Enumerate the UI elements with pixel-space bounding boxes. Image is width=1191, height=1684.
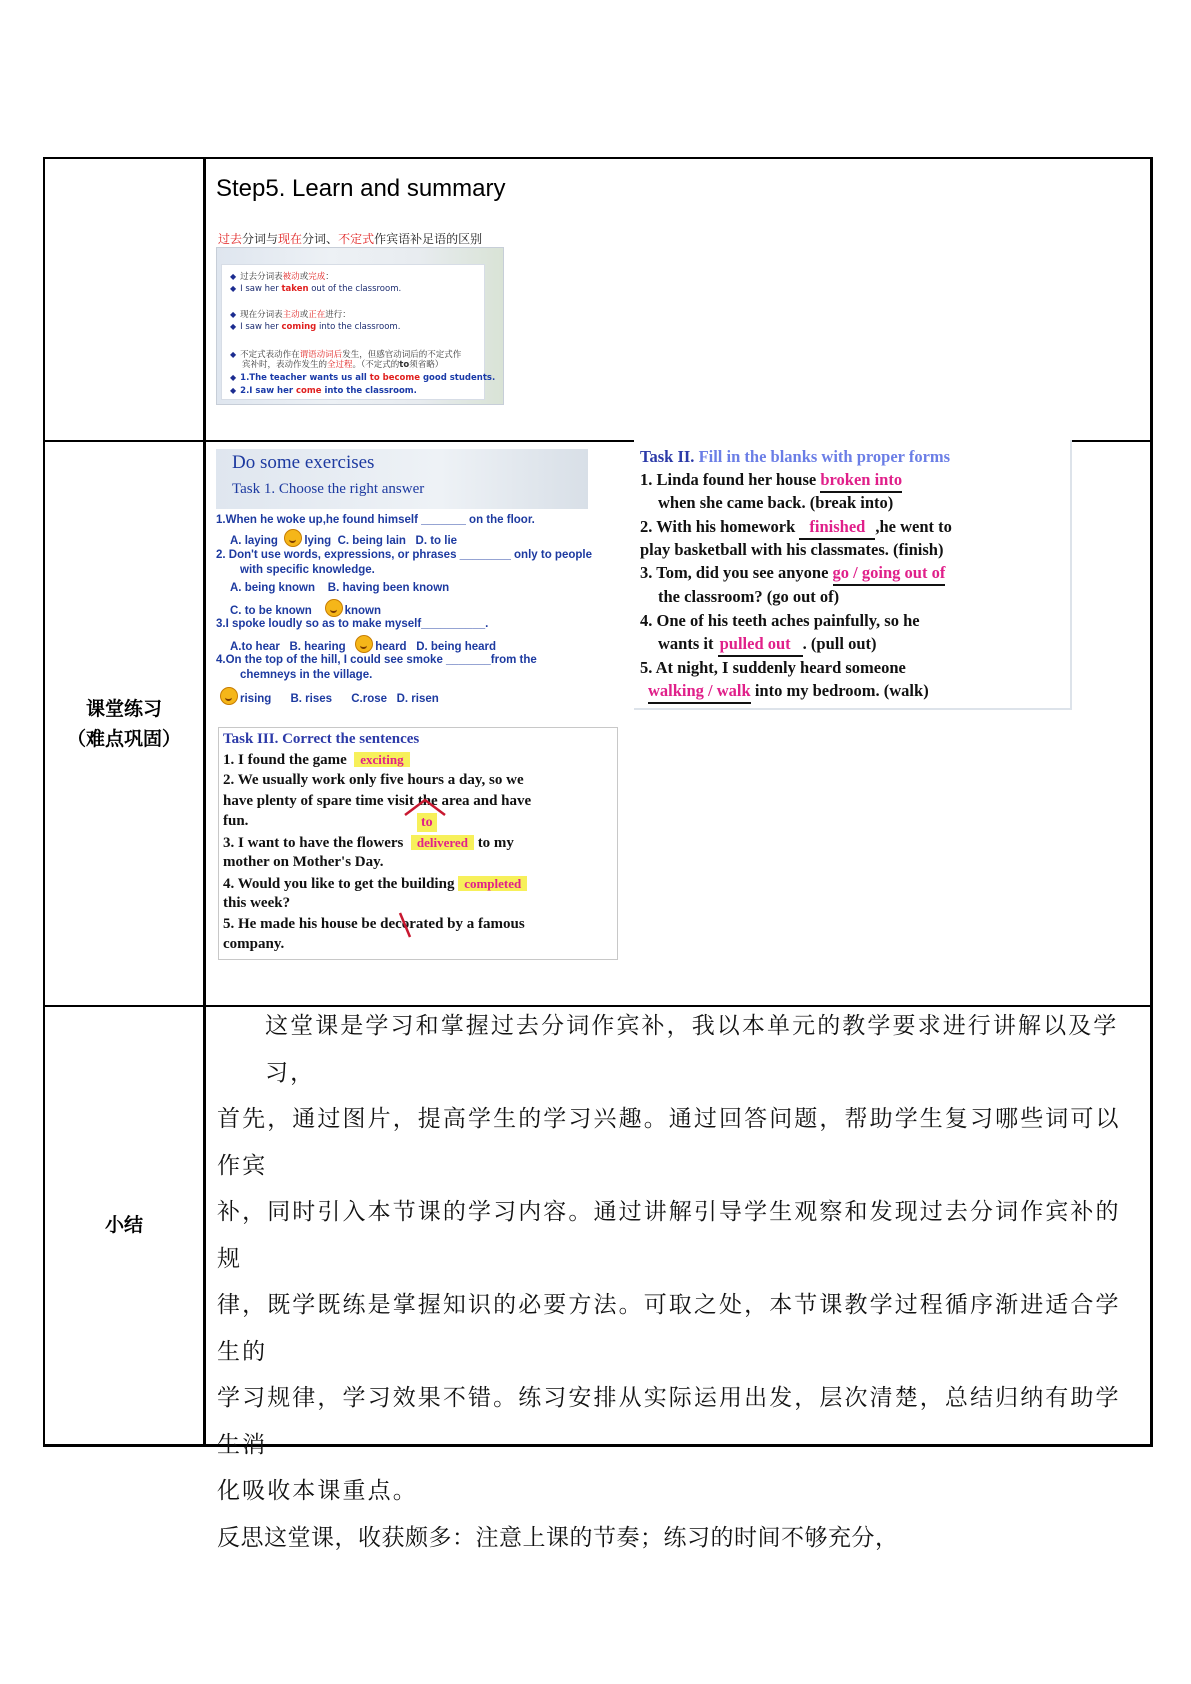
task2-line4b: wants it pulled out . (pull out) xyxy=(658,633,876,657)
summary-line-7: 反思这堂课，收获颇多：注意上课的节奏；练习的时间不够充分， xyxy=(217,1524,899,1551)
task3-line2: 2. We usually work only five hours a day, so we xyxy=(223,772,524,788)
task1-q1-options: A. laying lying C. being lain D. to lie xyxy=(230,529,457,549)
grammar-line-5: ◆ 不定式表动作在谓语动词后发生，但感官动词后的不定式作 xyxy=(230,350,462,360)
summary-line-6: 化吸收本课重点。 xyxy=(217,1478,418,1504)
task3-title: Task III. Correct the sentences xyxy=(223,731,420,747)
smiley-icon xyxy=(284,529,302,547)
grammar-line-4: ◆ I saw her coming into the classroom. xyxy=(230,322,401,332)
summary-label: 小结 xyxy=(104,1214,143,1236)
task1-q2-options1: A. being known B. having been known xyxy=(230,582,450,594)
task2-line3b: the classroom? (go out of) xyxy=(658,587,840,606)
task3-line1: 1. I found the game exciting xyxy=(223,750,410,770)
diamond-bullet-icon: ◆ xyxy=(230,350,237,359)
task2-line4: 4. One of his teeth aches painfully, so he xyxy=(640,611,920,630)
grammar-line-6: 宾补时，表动作发生的全过程。（不定式的to须省略） xyxy=(242,360,444,370)
task1-slide xyxy=(216,449,592,706)
task2-answer-1: broken into xyxy=(820,469,902,493)
task3-line9: 5. He made his house be decorated by a famous xyxy=(223,916,525,932)
smiley-icon xyxy=(325,599,343,617)
task2-line1b: when she came back. (break into) xyxy=(658,493,894,512)
task2-slide xyxy=(634,440,1072,710)
summary-line-1: 这堂课是学习和掌握过去分词作宾补，我以本单元的教学要求进行讲解以及学习， xyxy=(265,1013,1119,1086)
diamond-bullet-icon: ◆ xyxy=(230,322,237,331)
task3-answer-3: delivered xyxy=(411,835,474,850)
smiley-icon xyxy=(220,687,238,705)
diamond-bullet-icon: ◆ xyxy=(230,284,237,293)
grammar-line-2: ◆ I saw her taken out of the classroom. xyxy=(230,284,402,294)
summary-line-4: 律，既学既练是掌握知识的必要方法。可取之处，本节课教学过程循序渐进适合学生的 xyxy=(217,1292,1121,1365)
task1-q4-line1: 4.On the top of the hill, I could see smoke _______from the xyxy=(216,654,537,666)
diamond-bullet-icon: ◆ xyxy=(230,310,237,319)
task3-line10: company. xyxy=(223,936,285,952)
task2-answer-5: walking / walk xyxy=(648,680,751,704)
task1-q3-options: A.to hear B. hearing heard D. being heard xyxy=(230,635,496,655)
strike-mark xyxy=(396,911,416,939)
task2-line5b: walking / walk into my bedroom. (walk) xyxy=(648,680,929,704)
task2-line2b: play basketball with his classmates. (finish) xyxy=(640,540,944,559)
practice-label xyxy=(44,694,204,754)
task3-line6: mother on Mother's Day. xyxy=(223,854,384,870)
step5-slide-title: 过去分词与现在分词、不定式作宾语补足语的区别 xyxy=(218,232,483,246)
grammar-line-1: ◆ 过去分词表被动或完成： xyxy=(230,272,334,282)
step5-grammar-slide xyxy=(216,247,504,405)
smiley-icon xyxy=(355,635,373,653)
grammar-line-3: ◆ 现在分词表主动或正在进行： xyxy=(230,310,351,320)
task2-line5: 5. At night, I suddenly heard someone xyxy=(640,658,906,677)
task2-line3: 3. Tom, did you see anyone go / going out of xyxy=(640,562,945,586)
task3-line5: 3. I want to have the flowers delivered to my xyxy=(223,835,514,851)
task3-line7: 4. Would you like to get the building completed xyxy=(223,874,527,894)
table-top-border xyxy=(43,157,1152,159)
practice-label-line1: 课堂练习 xyxy=(85,698,162,720)
task2-answer-2: finished xyxy=(799,516,875,540)
summary-line-2: 首先，通过图片，提高学生的学习兴趣。通过回答问题，帮助学生复习哪些词可以作宾 xyxy=(217,1106,1121,1179)
task3-line4: fun. xyxy=(223,813,249,829)
summary-paragraph xyxy=(217,1003,1142,1561)
task1-q2-line2: with specific knowledge. xyxy=(240,564,375,576)
task2-line1: 1. Linda found her house broken into xyxy=(640,469,902,493)
task3-answer-4: completed xyxy=(458,876,527,891)
task2-answer-3: go / going out of xyxy=(833,562,946,586)
task1-q3: 3.I spoke loudly so as to make myself__________. xyxy=(216,618,489,630)
task1-heading: Do some exercises xyxy=(232,452,375,473)
grammar-slide-panel xyxy=(221,264,496,400)
task3-slide xyxy=(218,727,618,960)
task1-q4-line2: chemneys in the village. xyxy=(240,669,373,681)
diamond-bullet-icon: ◆ xyxy=(230,373,237,382)
task2-title: Task II. Fill in the blanks with proper forms xyxy=(640,447,951,466)
task3-line8: this week? xyxy=(223,895,291,911)
grammar-line-7: ◆ 1.The teacher wants us all to become good students. xyxy=(230,373,496,383)
diamond-bullet-icon: ◆ xyxy=(230,386,237,395)
task1-subheading: Task 1. Choose the right answer xyxy=(232,481,425,497)
task1-q4-options: rising B. rises C.rose D. risen xyxy=(220,687,439,707)
task1-q1: 1.When he woke up,he found himself _______ on the floor. xyxy=(216,514,535,526)
task3-answer-2: to xyxy=(417,813,437,832)
table-right-border xyxy=(1150,157,1153,1447)
table-left-border xyxy=(43,157,45,1447)
grammar-line-8: ◆ 2.I saw her come into the classroom. xyxy=(230,386,417,396)
task1-q2-line1: 2. Don't use words, expressions, or phrases ________ only to people xyxy=(216,549,592,561)
summary-line-5: 学习规律，学习效果不错。练习安排从实际运用出发，层次清楚，总结归纳有助学生消 xyxy=(217,1385,1121,1458)
task2-answer-4: pulled out xyxy=(718,633,803,657)
step5-title: Step5. Learn and summary xyxy=(216,175,506,202)
task2-line2: 2. With his homework finished ,he went to xyxy=(640,516,952,540)
task3-answer-1: exciting xyxy=(354,752,409,767)
summary-line-3: 补，同时引入本节课的学习内容。通过讲解引导学生观察和发现过去分词作宾补的规 xyxy=(217,1199,1121,1272)
task1-q2-options2: C. to be known known xyxy=(230,599,381,619)
practice-label-line2: （难点巩固） xyxy=(66,728,181,750)
diamond-bullet-icon: ◆ xyxy=(230,272,237,281)
task3-line3: have plenty of spare time visit the area and have xyxy=(223,793,532,809)
column-divider xyxy=(203,157,206,1447)
